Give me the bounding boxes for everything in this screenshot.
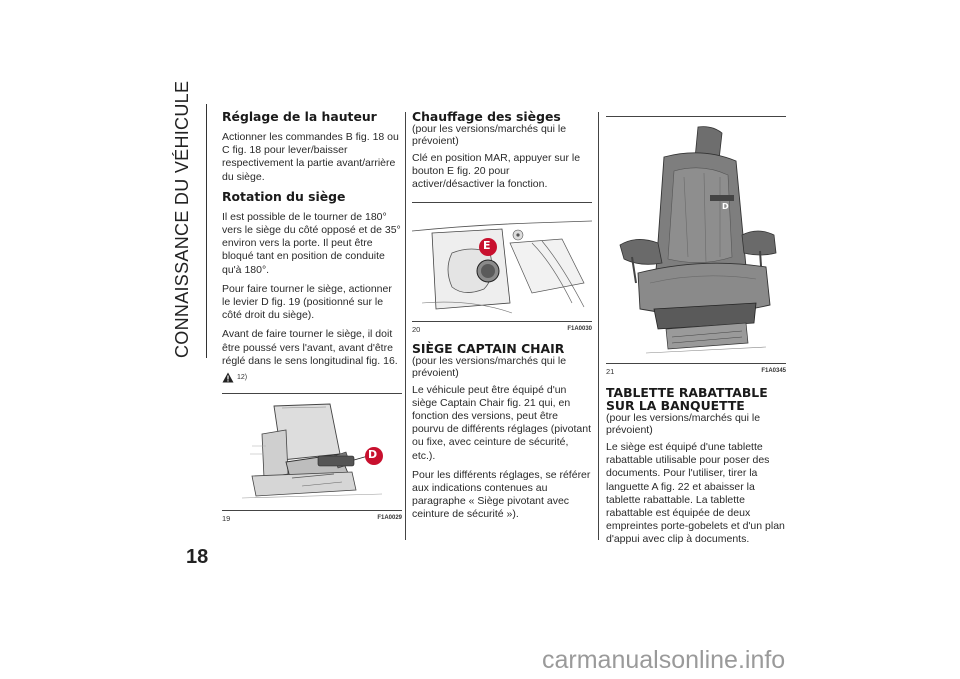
figure-20 bbox=[412, 202, 592, 322]
column-3 bbox=[606, 110, 786, 553]
heading-height-adjust: Réglage de la hauteur bbox=[222, 109, 377, 124]
subtitle: (pour les versions/marchés qui le prévoient) bbox=[606, 412, 761, 436]
paragraph: Il est possible de le tourner de 180° vers le siège du côté opposé et de 35° environ vers la porte. Il peut être bloqué tant en position de conduite qu'à 180°. bbox=[222, 210, 401, 276]
figure-caption: 19 F1A0029 bbox=[222, 514, 402, 524]
figure-caption: 20 F1A0030 bbox=[412, 324, 592, 334]
figure-marker-e: E bbox=[483, 238, 491, 252]
column-1 bbox=[222, 110, 402, 531]
heading-folding-table: TABLETTE RABATTABLE SUR LA BANQUETTE bbox=[606, 385, 768, 413]
figure-21 bbox=[606, 116, 786, 364]
heading-seat-heating: Chauffage des sièges bbox=[412, 109, 561, 124]
heading-captain-chair: SIÈGE CAPTAIN CHAIR bbox=[412, 340, 565, 356]
paragraph: Pour faire tourner le siège, actionner le levier D fig. 19 (positionné sur le côté droit du siège). bbox=[222, 282, 392, 322]
section-title: CONNAISSANCE DU VÉHICULE bbox=[172, 80, 192, 358]
figure-marker-d: D bbox=[368, 448, 378, 462]
paragraph: Clé en position MAR, appuyer sur le bouton E fig. 20 pour activer/désactiver la fonction. bbox=[412, 152, 581, 191]
captain-chair-illustration bbox=[606, 117, 786, 363]
figure-19 bbox=[222, 393, 402, 511]
heading-seat-rotation: Rotation du siège bbox=[222, 188, 346, 204]
section-divider bbox=[206, 104, 207, 358]
paragraph: Actionner les commandes B fig. 18 ou C fig. 18 pour lever/baisser respectivement la partie avant/arrière du siège. bbox=[222, 131, 399, 183]
watermark-url: carmanualsonline.info bbox=[542, 646, 786, 674]
paragraph: Le véhicule peut être équipé d'un siège Captain Chair fig. 21 qui, en fonction des versions, peut être pourvu de différents réglages (pivotant ou fixe, avec ceinture de sécurité, etc.). bbox=[412, 383, 592, 462]
paragraph: Le siège est équipé d'une tablette rabattable utilisable pour poser des documents. Pour l'utiliser, tirer la languette A fig. 22 et abaisser la tablette rabattable. La tablette rabattable est équipée de deux empreintes porte-gobelets et d'un plan d'appui avec clip à documents. bbox=[606, 441, 785, 546]
heating-button-illustration bbox=[412, 203, 592, 321]
subtitle: (pour les versions/marchés qui le prévoient) bbox=[412, 123, 567, 147]
subtitle: (pour les versions/marchés qui le prévoient) bbox=[412, 354, 567, 379]
paragraph: Pour les différents réglages, se référer aux indications contenues au paragraphe « Siège pivotant avec ceinture de sécurité »). bbox=[412, 468, 591, 521]
column-divider-1 bbox=[405, 112, 406, 540]
paragraph: Avant de faire tourner le siège, il doit être poussé vers l'avant, avant d'être réglé dans le sens longitudinal fig. 16. bbox=[222, 328, 398, 367]
column-divider-2 bbox=[598, 112, 599, 540]
warning-icon bbox=[222, 372, 234, 383]
figure-caption: 21 F1A0345 bbox=[606, 367, 786, 376]
column-2 bbox=[412, 110, 592, 528]
svg-text:D: D bbox=[722, 202, 729, 211]
warning-reference: 12) bbox=[222, 372, 402, 383]
page-number: 18 bbox=[186, 546, 209, 568]
